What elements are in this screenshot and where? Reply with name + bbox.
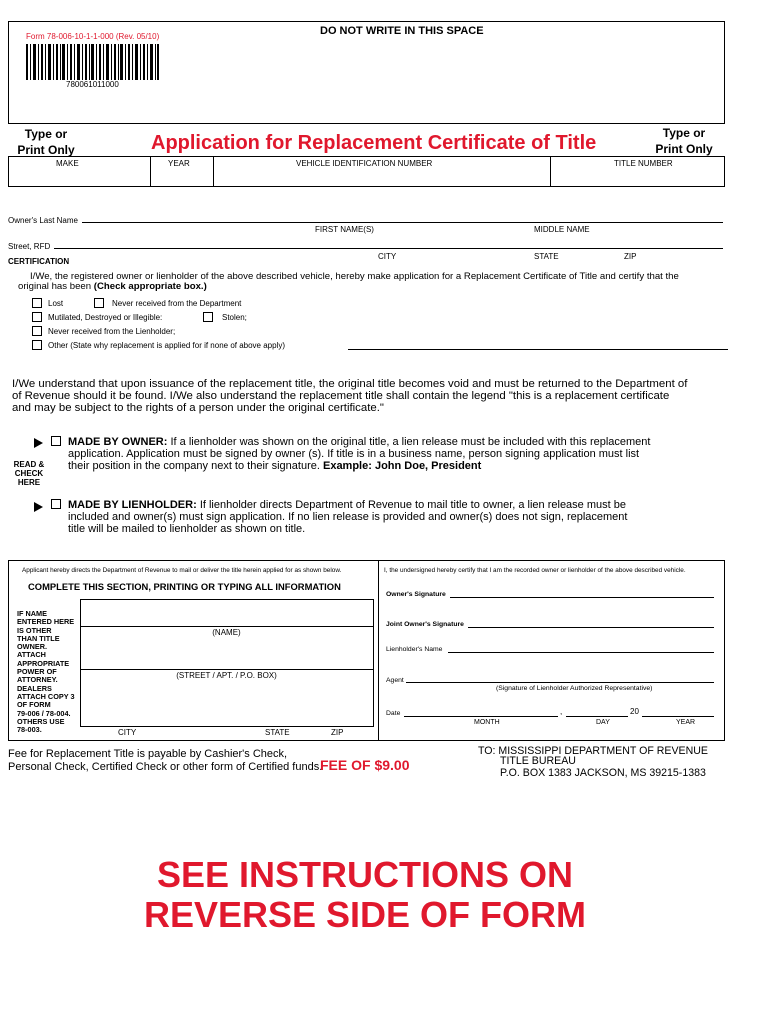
day-label: DAY — [596, 719, 610, 726]
owners-signature-field[interactable] — [450, 597, 714, 598]
date-label: Date — [386, 710, 401, 717]
street-label: Street, RFD — [8, 242, 51, 251]
address-city-label: CITY — [118, 728, 137, 737]
form-title: Application for Replacement Certificate of Title — [151, 132, 597, 154]
made-by-owner-checkbox[interactable] — [51, 436, 61, 446]
year-label: YEAR — [676, 719, 696, 726]
vin-header: VEHICLE IDENTIFICATION NUMBER — [296, 159, 433, 168]
agent-signature-field[interactable] — [406, 682, 714, 683]
type-or-print-right: Type or Print Only — [655, 126, 713, 156]
lost-checkbox[interactable] — [32, 298, 42, 308]
city-label: CITY — [378, 252, 397, 261]
mutilated-label: Mutilated, Destroyed or Illegible: — [48, 313, 163, 322]
do-not-write-label: DO NOT WRITE IN THIS SPACE — [320, 25, 484, 37]
lost-label: Lost — [48, 299, 64, 308]
state-label: STATE — [534, 252, 559, 261]
form-number: Form 78-006-10-1-1-000 (Rev. 05/10) — [26, 32, 160, 41]
first-name-label: FIRST NAME(S) — [315, 225, 374, 234]
street-field[interactable] — [54, 248, 723, 249]
date-day-field[interactable] — [566, 716, 628, 717]
directs-text: Applicant hereby directs the Department of Revenue to mail or deliver the title herein applied for as shown below. — [22, 567, 342, 574]
never-received-dept-checkbox[interactable] — [94, 298, 104, 308]
mailing-address: TO: MISSISSIPPI DEPARTMENT OF REVENUE TITLE BUREAU P.O. BOX 1383 JACKSON, MS 39215-1383 — [478, 745, 708, 779]
other-checkbox[interactable] — [32, 340, 42, 350]
joint-owner-signature-label: Joint Owner's Signature — [386, 621, 464, 628]
address-box — [80, 599, 374, 727]
complete-section-heading: COMPLETE THIS SECTION, PRINTING OR TYPING ALL INFORMATION — [28, 581, 341, 592]
other-reason-field[interactable] — [348, 349, 728, 350]
date-year-prefix: 20 — [630, 707, 639, 716]
street-apt-label: (STREET / APT. / P.O. BOX) — [176, 671, 277, 680]
street-apt-field[interactable] — [80, 669, 373, 670]
arrow-right-icon — [34, 438, 43, 448]
stolen-checkbox[interactable] — [203, 312, 213, 322]
arrow-right-icon — [34, 502, 43, 512]
certification-heading: CERTIFICATION — [8, 257, 70, 266]
date-year-field[interactable] — [642, 716, 714, 717]
lienholder-name-field[interactable] — [448, 652, 714, 653]
never-received-lienholder-checkbox[interactable] — [32, 326, 42, 336]
name-label: (NAME) — [212, 628, 241, 637]
type-or-print-left: Type or Print Only — [17, 127, 75, 157]
certify-text: I, the undersigned hereby certify that I am the recorded owner or lienholder of the above described vehicle. — [384, 567, 686, 574]
see-instructions-banner: SEE INSTRUCTIONS ON REVERSE SIDE OF FORM — [143, 854, 587, 935]
fee-amount: FEE OF $9.00 — [320, 757, 410, 773]
owners-signature-label: Owner's Signature — [386, 591, 446, 598]
certification-text: I/We, the registered owner or lienholder of the above described vehicle, hereby make application for a Replacement Certificate of Title and certify that the original has been (Check appropriate box.) — [18, 271, 679, 292]
date-comma: , — [560, 707, 563, 716]
barcode-icon — [26, 44, 159, 80]
made-by-owner-text: MADE BY OWNER: If a lienholder was shown on the original title, a lien release must be included with this replacement application. Application must be signed by owner (s). If title is in a business name, person signing application must list their position in the company next to their signature. Example: John Doe, President — [68, 436, 651, 472]
fee-text: Fee for Replacement Title is payable by Cashier's Check, Personal Check, Certified Check or other form of Certified funds. — [8, 748, 323, 773]
middle-name-label: MIDDLE NAME — [534, 225, 590, 234]
year-field[interactable] — [152, 169, 211, 184]
address-state-label: STATE — [265, 728, 290, 737]
make-header: MAKE — [56, 159, 79, 168]
made-by-lienholder-text: MADE BY LIENHOLDER: If lienholder directs Department of Revenue to mail title to owner, a lien release must be included and owner(s) must sign application. If no lien release is provided and owner(s) does not sign, replacement title will be mailed to lienholder as shown on title. — [68, 499, 628, 535]
barcode-number: 780061011000 — [66, 80, 119, 89]
zip-label: ZIP — [624, 252, 637, 261]
name-field[interactable] — [80, 626, 373, 627]
year-header: YEAR — [168, 159, 190, 168]
lienholder-name-label: Lienholder's Name — [386, 646, 443, 653]
month-label: MONTH — [474, 719, 500, 726]
address-zip-label: ZIP — [331, 728, 344, 737]
title-number-header: TITLE NUMBER — [614, 159, 673, 168]
owner-name-field[interactable] — [82, 222, 723, 223]
read-check-here-label: READ & CHECK HERE — [13, 460, 45, 487]
joint-owner-signature-field[interactable] — [468, 627, 714, 628]
owner-last-name-label: Owner's Last Name — [8, 216, 78, 225]
make-field[interactable] — [10, 169, 148, 184]
made-by-lienholder-checkbox[interactable] — [51, 499, 61, 509]
date-month-field[interactable] — [404, 716, 558, 717]
never-received-dept-label: Never received from the Department — [112, 299, 242, 308]
agent-signature-sublabel: (Signature of Lienholder Authorized Representative) — [496, 685, 653, 692]
stolen-label: Stolen; — [222, 313, 247, 322]
never-received-lienholder-label: Never received from the Lienholder; — [48, 327, 176, 336]
vin-field[interactable] — [215, 169, 548, 184]
agent-label: Agent — [386, 677, 404, 684]
understanding-text: I/We understand that upon issuance of the replacement title, the original title becomes void and must be returned to the Department of of Revenue should it be found. I/We also understand the replacement title shall contain the legend "this is a replacement certificate and may be subject to the rights of a person under the original certificate." — [12, 378, 688, 414]
mutilated-checkbox[interactable] — [32, 312, 42, 322]
side-note: IF NAME ENTERED HERE IS OTHER THAN TITLE OWNER. ATTACH APPROPRIATE POWER OF ATTORNEY. DEALERS ATTACH COPY 3 OF FORM 79-006 / 78-004. OTHERS USE 78-003. — [17, 609, 75, 735]
other-label: Other (State why replacement is applied for if none of above apply) — [48, 341, 286, 350]
title-number-field[interactable] — [552, 169, 721, 184]
